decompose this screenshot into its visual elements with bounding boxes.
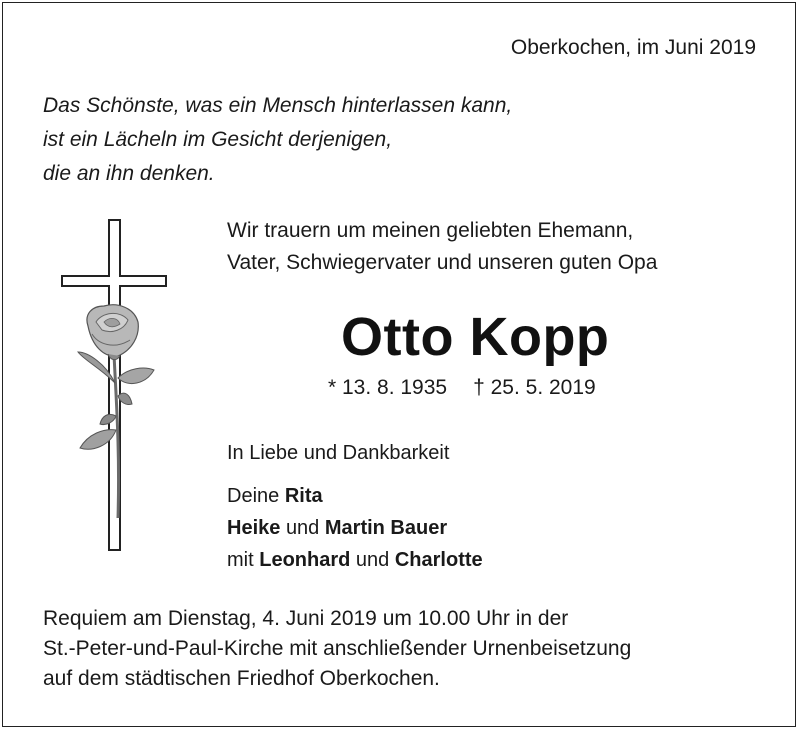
mourner-name: Heike (227, 517, 281, 539)
quote-line: ist ein Lächeln im Gesicht derjenigen, (43, 128, 393, 151)
mourner-line (227, 544, 483, 576)
death-date: † 25. 5. 2019 (473, 376, 596, 399)
mourner-text: und (285, 517, 320, 539)
mourner-name: Leonhard (259, 549, 351, 571)
intro-line: Wir trauern um meinen geliebten Ehemann, (227, 219, 634, 242)
deceased-name: Otto Kopp (341, 307, 610, 367)
place-date: Oberkochen, im Juni 2019 (510, 36, 756, 59)
mourner-name: Charlotte (394, 549, 483, 571)
intro-line: Vater, Schwiegervater und unseren guten Opa (227, 251, 658, 274)
requiem-line: St.-Peter-und-Paul-Kirche mit anschließender Urnenbeisetzung (43, 637, 632, 660)
requiem-notice (43, 604, 631, 694)
requiem-line: auf dem städtischen Friedhof Oberkochen. (43, 667, 440, 690)
quote-line: die an ihn denken. (43, 162, 215, 185)
mourner-text: und (355, 549, 390, 571)
requiem-line: Requiem am Dienstag, 4. Juni 2019 um 10.00 Uhr in der (43, 607, 569, 630)
cross-with-rose-icon (58, 218, 170, 553)
quote-line: Das Schönste, was ein Mensch hinterlassen kann, (43, 94, 513, 117)
mourners-list (227, 480, 483, 576)
birth-date: * 13. 8. 1935 (328, 376, 448, 399)
mourner-line (227, 512, 483, 544)
cross-icon (62, 220, 166, 550)
mourner-line (227, 480, 483, 512)
mourners-greeting: In Liebe und Dankbarkeit (227, 442, 450, 464)
mourner-name: Martin Bauer (324, 517, 448, 539)
mourner-text: mit (227, 549, 254, 571)
mourner-text: Deine (227, 485, 280, 507)
intro-text (227, 215, 657, 279)
mourner-name: Rita (284, 485, 323, 507)
memorial-quote (43, 89, 512, 191)
life-dates (328, 376, 596, 400)
